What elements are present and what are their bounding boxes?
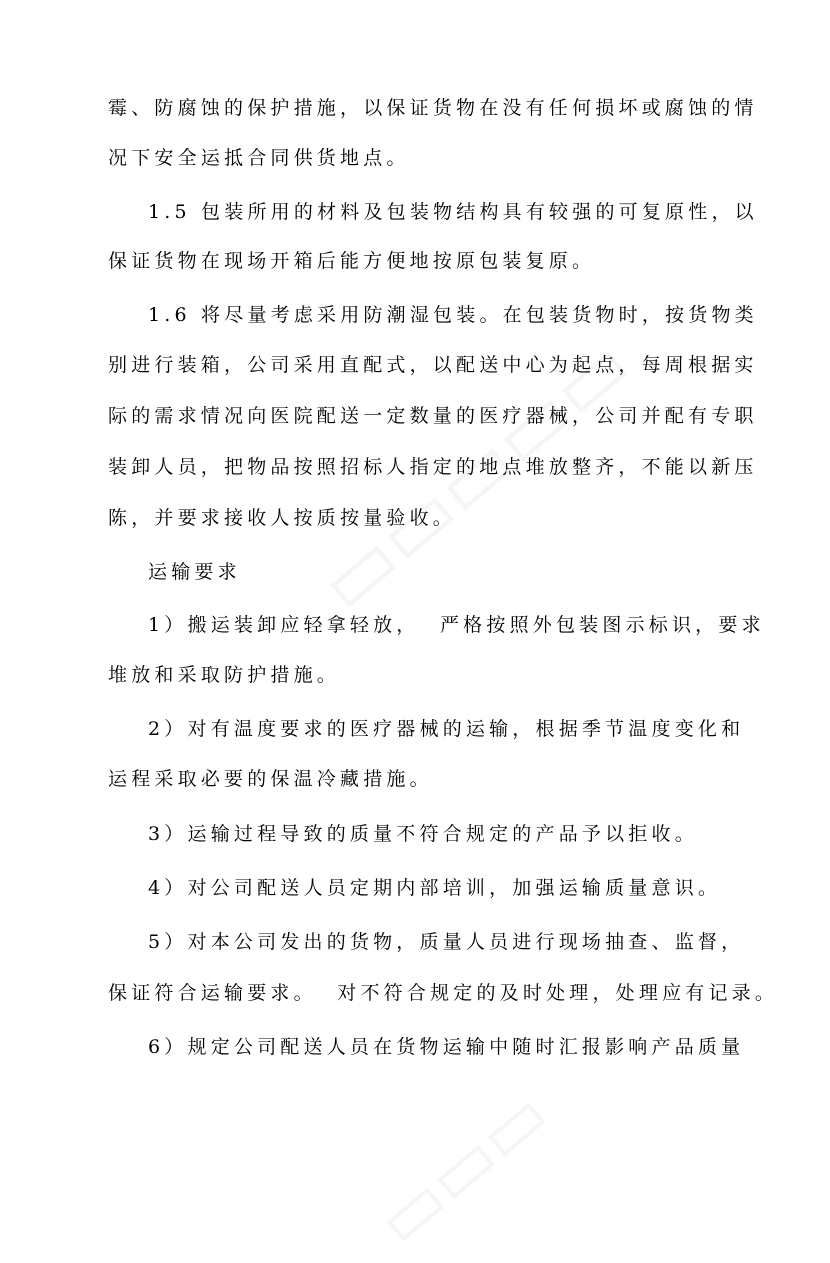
text-line: 5）对本公司发出的货物，质量人员进行现场抽查、监督，	[148, 931, 745, 953]
section-heading: 运输要求	[148, 561, 241, 583]
text-line: 陈，并要求接收人按质按量验收。	[108, 507, 457, 529]
text-line: 装卸人员，把物品按照招标人指定的地点堆放整齐，不能以新压	[108, 456, 758, 478]
text-line: 别进行装箱，公司采用直配式，以配送中心为起点，每周根据实	[108, 354, 758, 376]
text-line: 际的需求情况向医院配送一定数量的医疗器械，公司并配有专职	[108, 405, 758, 427]
text-line: 保证货物在现场开箱后能方便地按原包装复原。	[108, 250, 596, 272]
text-line: 6）规定公司配送人员在货物运输中随时汇报影响产品质量	[148, 1036, 745, 1058]
text-line: 3）运输过程导致的质量不符合规定的产品予以拒收。	[148, 823, 698, 845]
text-line: 1）搬运装卸应轻拿轻放， 严格按照外包装图示标识，要求	[148, 614, 765, 636]
watermark-bottom	[360, 1072, 565, 1262]
text-line: 1.6 将尽量考虑采用防潮湿包装。在包装货物时，按货物类	[148, 304, 758, 326]
text-line: 运程采取必要的保温冷藏措施。	[108, 768, 433, 790]
text-line: 堆放和采取防护措施。	[108, 664, 341, 686]
text-line: 况下安全运抵合同供货地点。	[108, 147, 410, 169]
text-line: 保证符合运输要求。 对不符合规定的及时处理，处理应有记录。	[108, 982, 779, 1004]
text-line: 2）对有温度要求的医疗器械的运输，根据季节温度变化和	[148, 718, 745, 740]
text-line: 1.5 包装所用的材料及包装物结构具有较强的可复原性，以	[148, 201, 758, 223]
text-line: 4）对公司配送人员定期内部培训，加强运输质量意识。	[148, 877, 722, 899]
text-line: 霉、防腐蚀的保护措施，以保证货物在没有任何损坏或腐蚀的情	[108, 97, 758, 119]
